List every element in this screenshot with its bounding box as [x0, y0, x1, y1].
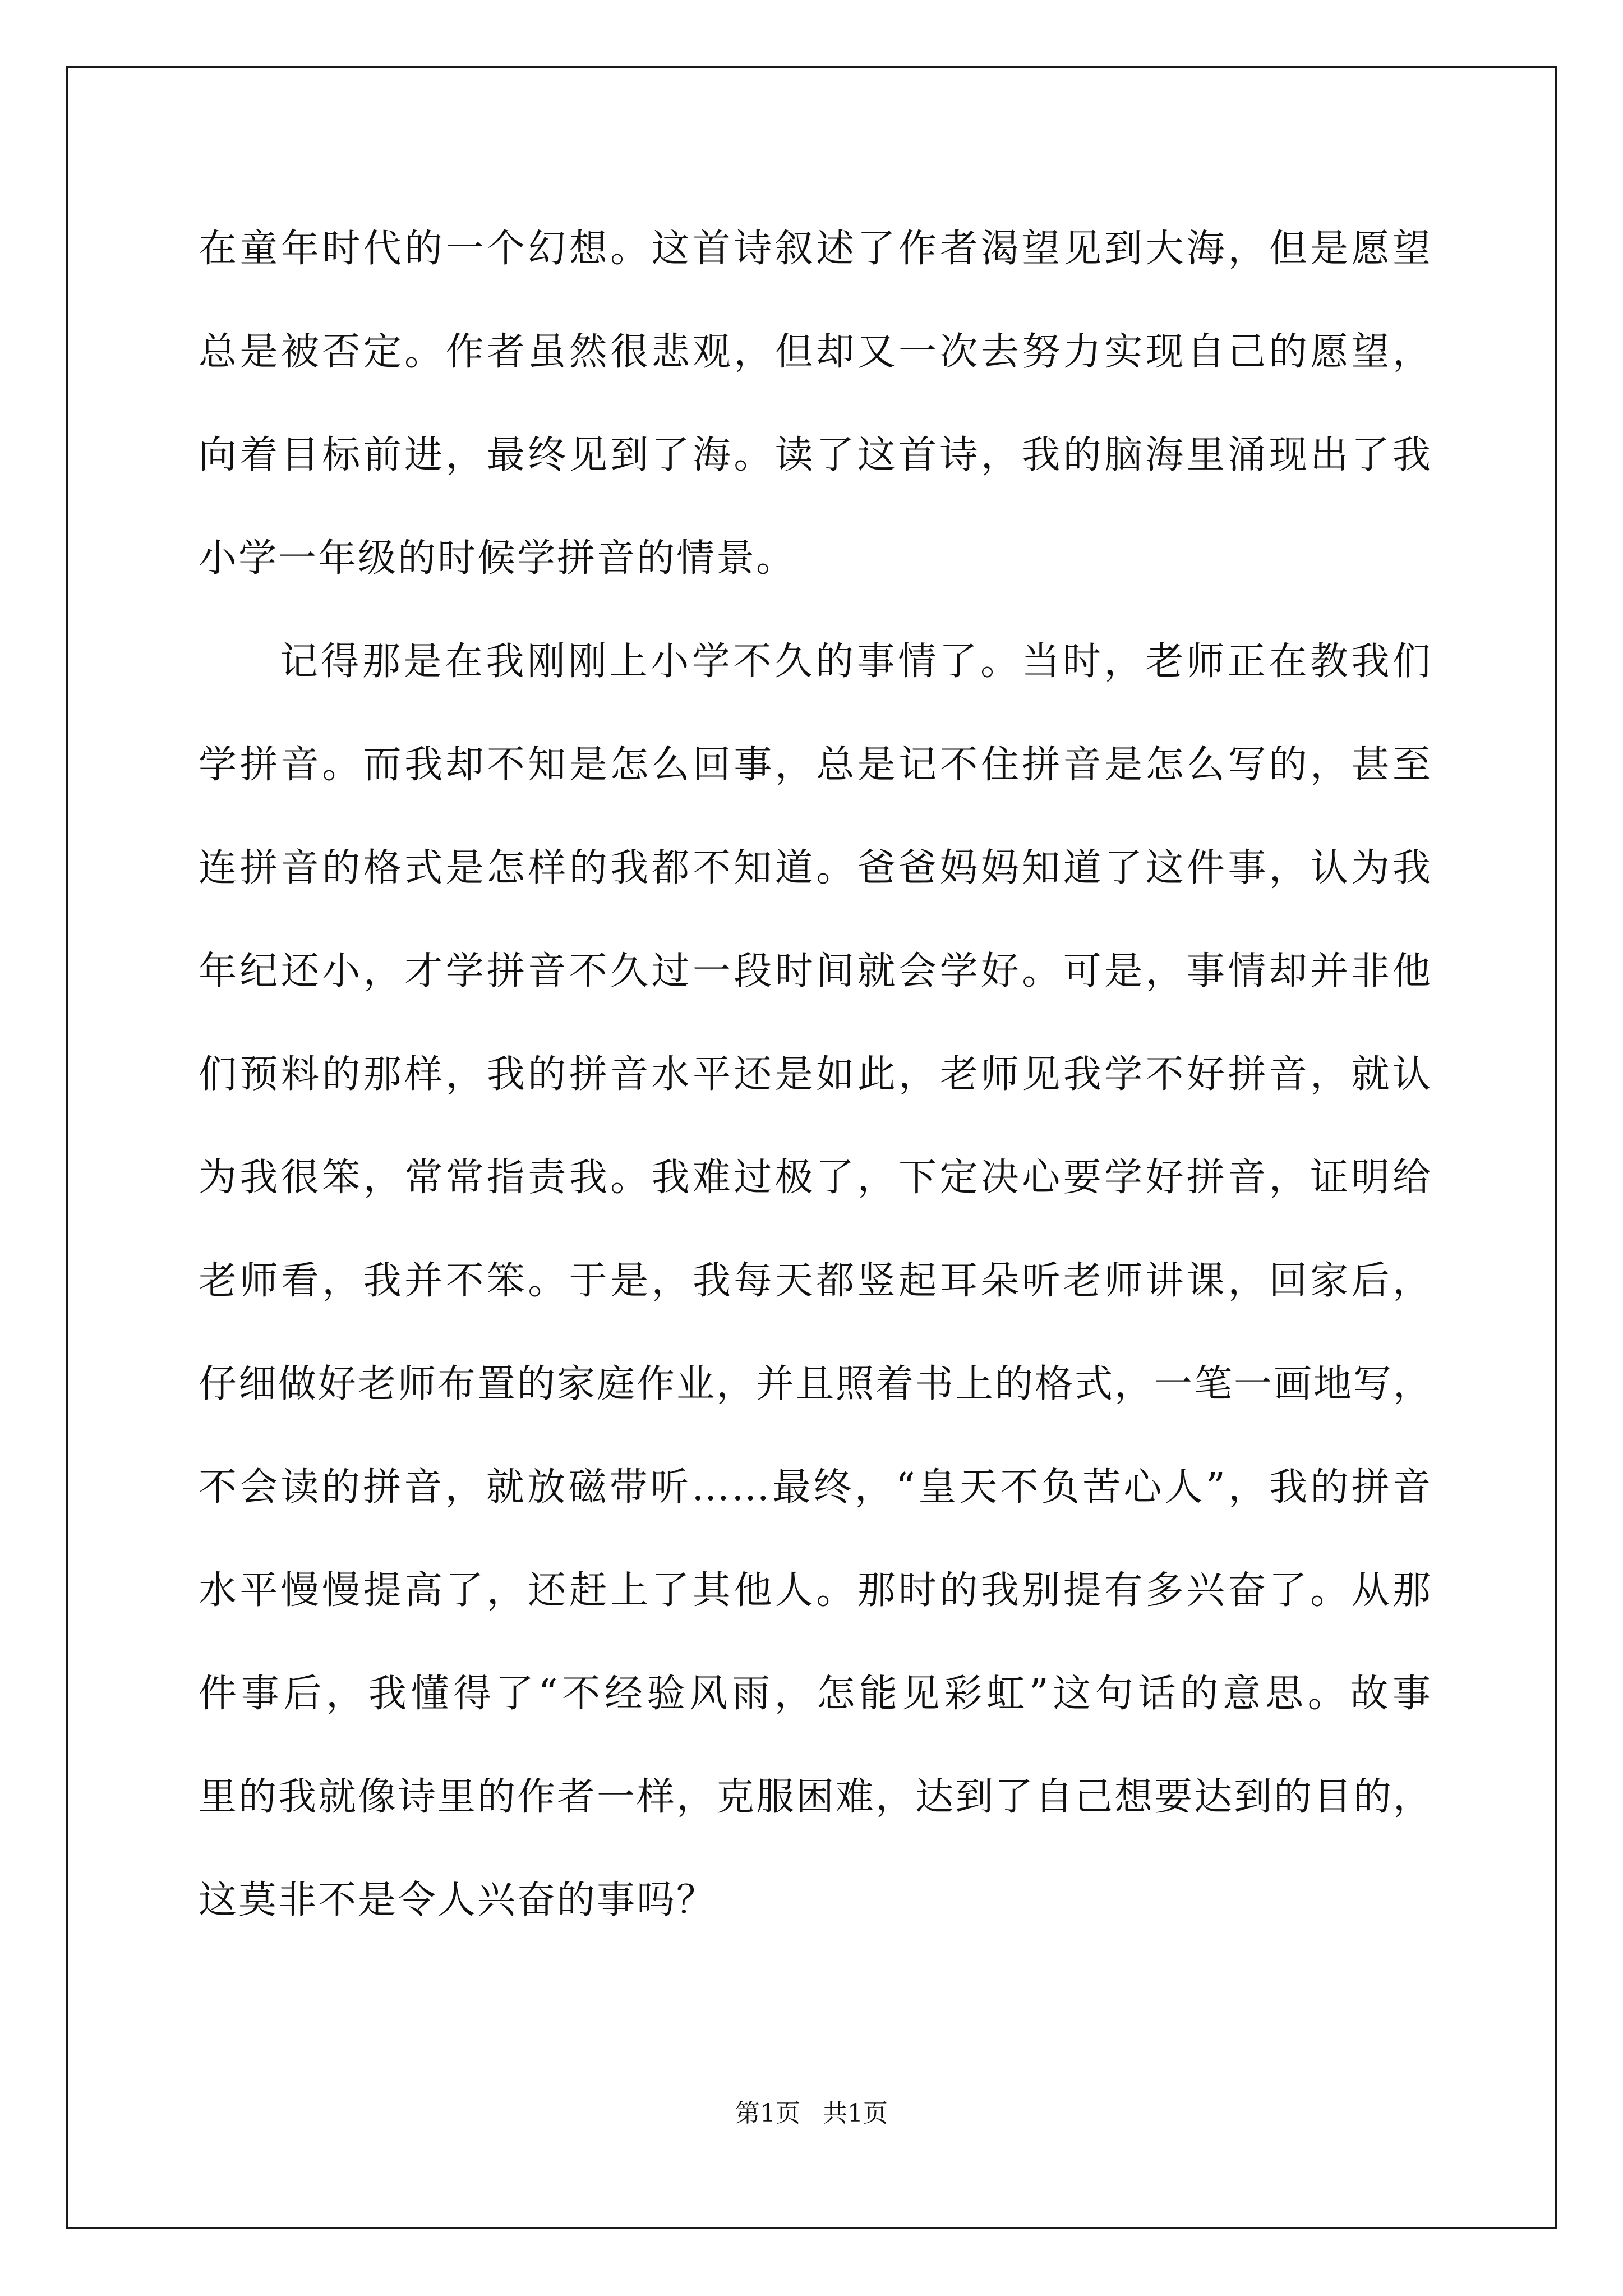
paragraph-2-line-7: 老师看，我并不笨。于是，我每天都竖起耳朵听老师讲课，回家后， — [199, 1259, 1432, 1303]
paragraph-2-line-4: 年纪还小，才学拼音不久过一段时间就会学好。可是，事情却并非他 — [199, 949, 1432, 993]
paragraph-2-line-13: 这莫非不是令人兴奋的事吗？ — [199, 1878, 717, 1922]
paragraph-2-line-5: 们预料的那样，我的拼音水平还是如此，老师见我学不好拼音，就认 — [199, 1052, 1432, 1097]
paragraph-1-line-3: 向着目标前进，最终见到了海。读了这首诗，我的脑海里涌现出了我 — [199, 433, 1432, 477]
paragraph-1-line-2: 总是被否定。作者虽然很悲观，但却又一次去努力实现自己的愿望， — [199, 330, 1432, 374]
page-total: 共1页 — [823, 2099, 888, 2128]
paragraph-2-line-11: 件事后，我懂得了“不经验风雨，怎能见彩虹”这句话的意思。故事 — [199, 1672, 1432, 1716]
paragraph-1-line-4: 小学一年级的时候学拼音的情景。 — [199, 536, 796, 581]
page-footer — [0, 2097, 1623, 2131]
paragraph-2-line-6: 为我很笨，常常指责我。我难过极了，下定决心要学好拼音，证明给 — [199, 1156, 1432, 1200]
paragraph-2-line-8: 仔细做好老师布置的家庭作业，并且照着书上的格式，一笔一画地写， — [199, 1362, 1433, 1406]
paragraph-2-line-12: 里的我就像诗里的作者一样，克服困难，达到了自己想要达到的目的， — [199, 1775, 1433, 1819]
paragraph-1-line-1: 在童年时代的一个幻想。这首诗叙述了作者渴望见到大海，但是愿望 — [199, 227, 1432, 271]
paragraph-2-line-10: 水平慢慢提高了，还赶上了其他人。那时的我别提有多兴奋了。从那 — [199, 1568, 1432, 1613]
paragraph-2-line-2: 学拼音。而我却不知是怎么回事，总是记不住拼音是怎么写的，甚至 — [199, 743, 1432, 787]
paragraph-2-line-9: 不会读的拼音，就放磁带听……最终，“皇天不负苦心人”，我的拼音 — [199, 1465, 1432, 1510]
page-number: 第1页 — [735, 2099, 800, 2128]
paragraph-2-line-1: 记得那是在我刚刚上小学不久的事情了。当时，老师正在教我们 — [280, 639, 1432, 684]
paragraph-2-line-3: 连拼音的格式是怎样的我都不知道。爸爸妈妈知道了这件事，认为我 — [199, 846, 1432, 890]
